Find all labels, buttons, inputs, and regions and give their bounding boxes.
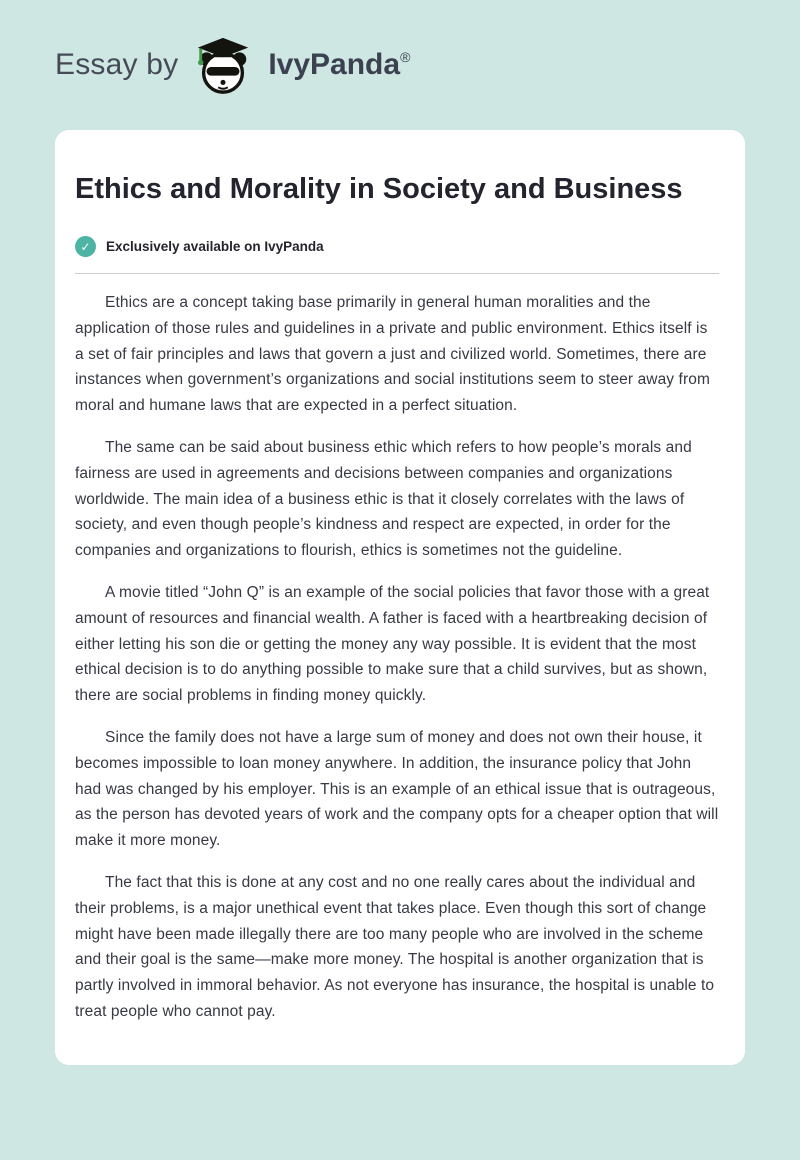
paragraph: The fact that this is done at any cost and no one really cares about the individual and their problems, is a major unethical event that takes place. Even though this sort of change might have been made illegally there are too many people who are involved in the scheme and their goal is the same—make more money. The hospital is another organization that is partly involved in immoral behavior. As not everyone has insurance, the hospital is unable to treat people who cannot pay.	[75, 873, 715, 1020]
essay-body	[75, 290, 719, 1025]
paragraph: The same can be said about business ethic which refers to how people’s morals and fairness are used in agreements and decisions between companies and organizations worldwide. The main idea of a business ethic is that it closely correlates with the laws of society, and even though people’s kindness and respect are expected, in order for the companies and organizations to flourish, ethics is sometimes not the guideline.	[75, 439, 692, 560]
check-icon: ✓	[75, 236, 96, 257]
essay-by-label: Essay by	[55, 48, 179, 81]
brand-name	[268, 48, 410, 82]
panda-logo-icon	[192, 34, 254, 96]
divider	[75, 273, 719, 274]
essay-card	[55, 130, 745, 1065]
availability-label: Exclusively available on IvyPanda	[106, 239, 324, 255]
brand-label: IvyPanda	[268, 48, 401, 81]
availability-badge	[75, 236, 719, 257]
paragraph: A movie titled “John Q” is an example of the social policies that favor those with a great amount of resources and financial wealth. A father is faced with a heartbreaking decision of either letting his son die or getting the money any way possible. It is evident that the most ethical decision is to do anything possible to make sure that a child survives, but as shown, there are social problems in finding money quickly.	[75, 584, 710, 705]
page-title: Ethics and Morality in Society and Business	[75, 173, 683, 205]
paragraph: Ethics are a concept taking base primarily in general human moralities and the application of those rules and guidelines in a private and public environment. Ethics itself is a set of fair principles and laws that govern a just and civilized world. Sometimes, there are instances when government’s organizations and social institutions seem to steer away from moral and humane laws that are expected in a perfect situation.	[75, 294, 710, 415]
paragraph: Since the family does not have a large sum of money and does not own their house, it becomes impossible to loan money anywhere. In addition, the insurance policy that John had was changed by his employer. This is an example of an ethical issue that is outrageous, as the person has devoted years of work and the company opts for a cheaper option that will make it more money.	[75, 729, 719, 850]
header	[55, 0, 745, 130]
registered-mark: ®	[400, 49, 411, 65]
